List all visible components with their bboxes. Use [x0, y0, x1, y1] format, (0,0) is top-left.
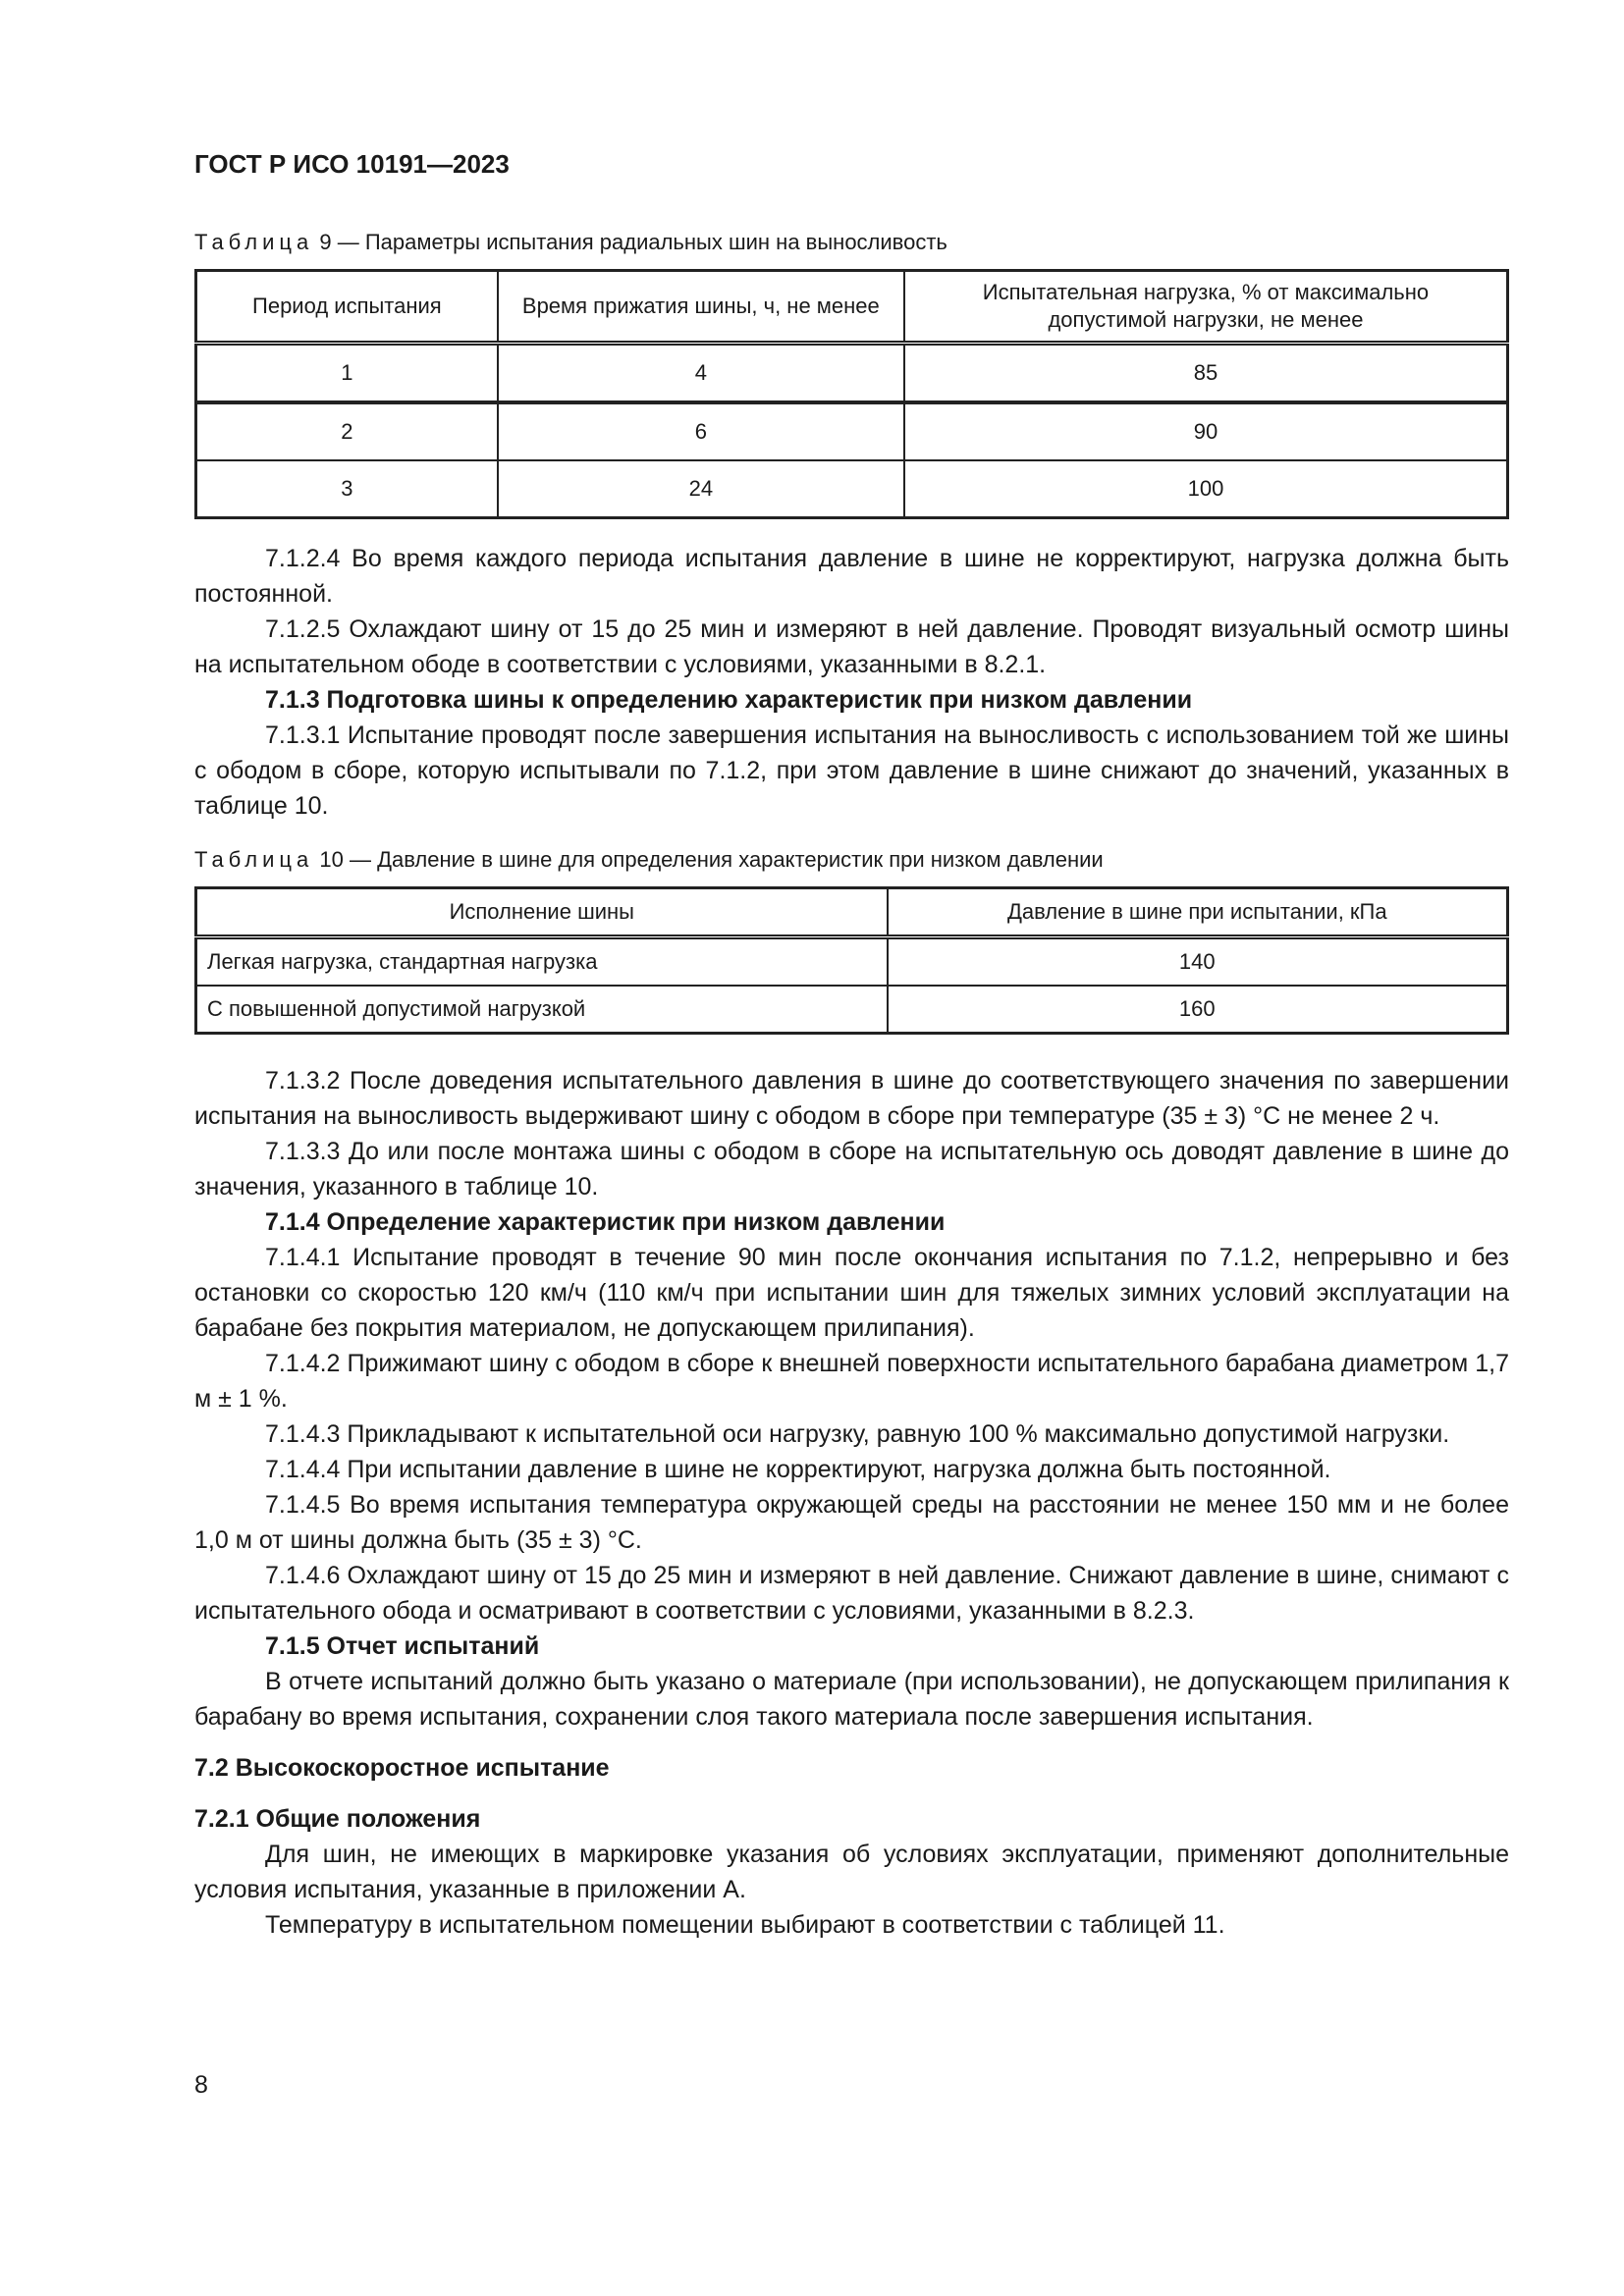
paragraph: 7.1.4.6 Охлаждают шину от 15 до 25 мин и измеряют в ней давление. Снижают давление в шине, снимают с испытательного обода и осматривают в соответствии с условиями, указанными в 8.2.3. [194, 1562, 1509, 1625]
paragraph: 7.1.2.5 Охлаждают шину от 15 до 25 мин и измеряют в ней давление. Проводят визуальный осмотр шины на испытательном ободе в соответствии с условиями, указанными в 8.2.1. [194, 615, 1509, 678]
table-row [196, 344, 1508, 403]
table9-caption: Таблица 9 — Параметры испытания радиальных шин на выносливость [194, 230, 947, 254]
column-header: Давление в шине при испытании, кПа [888, 888, 1508, 937]
table10-caption: Таблица 10 — Давление в шине для определения характеристик при низком давлении [194, 847, 1104, 872]
column-header: Период испытания [196, 271, 498, 344]
cell: 100 [904, 460, 1508, 518]
paragraph: 7.1.4.3 Прикладывают к испытательной оси нагрузку, равную 100 % максимально допустимой нагрузки. [265, 1420, 1450, 1448]
paragraph: 7.1.3.3 До или после монтажа шины с ободом в сборе на испытательную ось доводят давление в шине до значения, указанного в таблице 10. [194, 1138, 1509, 1201]
cell: 90 [904, 402, 1508, 460]
column-header: Испытательная нагрузка, % от максимально допустимой нагрузки, не менее [904, 271, 1508, 344]
cell: 1 [196, 344, 498, 403]
cell: 3 [196, 460, 498, 518]
table-row [196, 986, 1508, 1034]
table-10 [194, 886, 1509, 1035]
paragraph: 7.1.4.4 При испытании давление в шине не корректируют, нагрузка должна быть постоянной. [265, 1456, 1331, 1483]
section-heading: 7.2.1 Общие положения [194, 1805, 481, 1833]
cell: 140 [888, 937, 1508, 987]
section-heading: 7.1.4 Определение характеристик при низком давлении [265, 1208, 946, 1236]
section-heading: 7.1.3 Подготовка шины к определению характеристик при низком давлении [265, 686, 1193, 714]
paragraph: 7.1.4.2 Прижимают шину с ободом в сборе к внешней поверхности испытательного барабана диаметром 1,7 м ± 1 %. [194, 1350, 1509, 1413]
paragraph: В отчете испытаний должно быть указано о материале (при использовании), не допускающем прилипания к барабану во время испытания, сохранении слоя такого материала после завершения испытания. [194, 1668, 1509, 1731]
paragraph: Температуру в испытательном помещении выбирают в соответствии с таблицей 11. [265, 1911, 1225, 1939]
cell: 24 [498, 460, 904, 518]
cell: 160 [888, 986, 1508, 1034]
paragraph: 7.1.4.1 Испытание проводят в течение 90 мин после окончания испытания по 7.1.2, непрерывно и без остановки со скоростью 120 км/ч (110 км/ч при испытании шин для тяжелых зимних условий эксплуатации на барабане без покрытия материалом, не допускающем прилипания). [194, 1244, 1509, 1342]
paragraph: 7.1.3.1 Испытание проводят после завершения испытания на выносливость с использованием той же шины с ободом в сборе, которую испытывали по 7.1.2, при этом давление в шине снижают до значений, указанных в таблице 10. [194, 721, 1509, 820]
cell: Легкая нагрузка, стандартная нагрузка [196, 937, 888, 987]
document-header: ГОСТ Р ИСО 10191—2023 [194, 149, 510, 179]
table-9 [194, 269, 1509, 519]
cell: С повышенной допустимой нагрузкой [196, 986, 888, 1034]
table-row [196, 937, 1508, 987]
paragraph: 7.1.2.4 Во время каждого периода испытания давление в шине не корректируют, нагрузка должна быть постоянной. [194, 545, 1509, 608]
section-heading: 7.2 Высокоскоростное испытание [194, 1754, 610, 1782]
paragraph: 7.1.3.2 После доведения испытательного давления в шине до соответствующего значения по завершении испытания на выносливость выдерживают шину с ободом в сборе при температуре (35 ± 3) °С не менее 2 ч. [194, 1067, 1509, 1130]
table-row [196, 402, 1508, 460]
cell: 6 [498, 402, 904, 460]
cell: 85 [904, 344, 1508, 403]
column-header: Время прижатия шины, ч, не менее [498, 271, 904, 344]
table-row [196, 460, 1508, 518]
page-number: 8 [194, 2071, 208, 2099]
paragraph: Для шин, не имеющих в маркировке указания об условиях эксплуатации, применяют дополнительные условия испытания, указанные в приложении А. [194, 1841, 1509, 1903]
cell: 2 [196, 402, 498, 460]
paragraph: 7.1.4.5 Во время испытания температура окружающей среды на расстоянии не менее 150 мм и не более 1,0 м от шины должна быть (35 ± 3) °С. [194, 1491, 1509, 1554]
cell: 4 [498, 344, 904, 403]
section-7-1-2 [194, 541, 1509, 824]
section-7-1-3-cont [194, 1063, 1509, 1943]
column-header: Исполнение шины [196, 888, 888, 937]
section-heading: 7.1.5 Отчет испытаний [265, 1632, 540, 1660]
